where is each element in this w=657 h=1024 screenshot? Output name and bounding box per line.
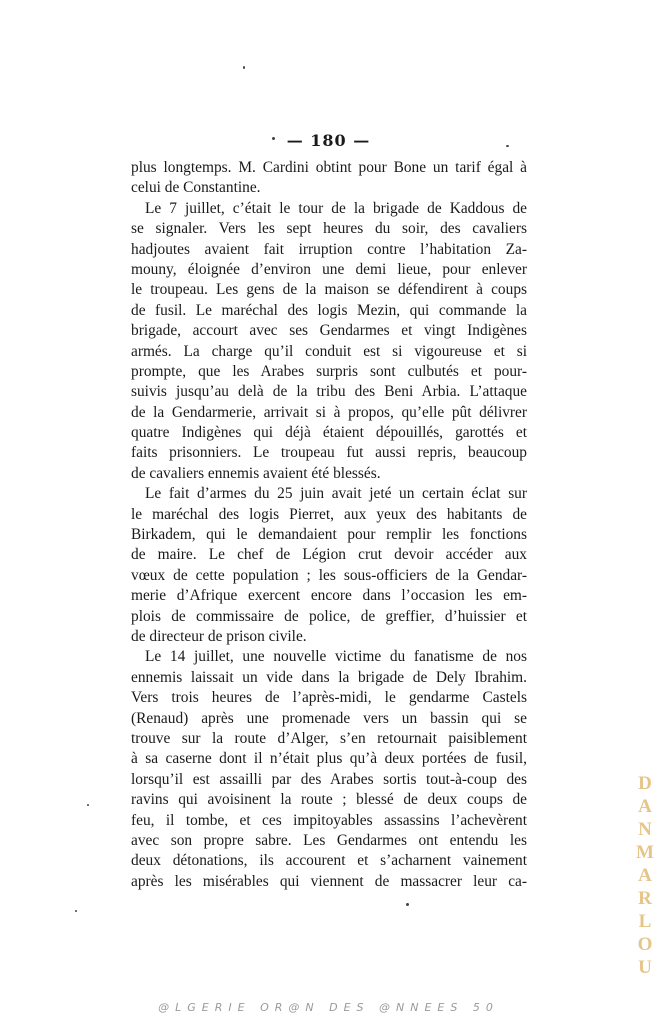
watermark-letter: A <box>638 796 652 817</box>
scan-speck <box>87 804 89 806</box>
text-line: prompte, que les Arabes surpris sont culbutés et pour- <box>131 362 527 380</box>
text-line: merie d’Afrique exercent encore dans l’occasion les em- <box>131 587 527 605</box>
text-line: armés. La charge qu’il conduit est si vigoureuse et si <box>131 342 527 360</box>
scan-speck <box>272 137 275 140</box>
text-line: plus longtemps. M. Cardini obtint pour Bone un tarif égal à <box>131 159 527 176</box>
text-line: Le fait d’armes du 25 juin avait jeté un certain éclat sur <box>145 485 527 503</box>
text-line: deux détonations, ils accourent et s’acharnent vainement <box>131 852 527 870</box>
text-line: faits prisonniers. Le troupeau fut aussi repris, beaucoup <box>131 444 527 462</box>
danmarlou-watermark <box>633 772 657 979</box>
body-text <box>131 158 527 892</box>
scan-speck <box>406 903 409 906</box>
text-line: de fusil. Le maréchal des logis Mezin, qui commande la <box>131 301 527 319</box>
text-line: hadjoutes avaient fait irruption contre l’habitation Za- <box>131 240 527 258</box>
text-line: avec son propre sabre. Les Gendarmes ont entendu les <box>131 831 527 849</box>
watermark-letter: O <box>637 934 653 955</box>
page-number: — 180 — <box>286 131 371 150</box>
text-line: de la Gendarmerie, arrivait si à propos, qu’elle pût délivrer <box>131 403 527 421</box>
text-line: ennemis laissait un vide dans la brigade de Dely Ibrahim. <box>131 668 527 686</box>
text-line: suivis jusqu’au delà de la tribu des Beni Arbia. L’attaque <box>131 383 527 401</box>
text-line: vœux de cette population ; les sous-officiers de la Gendar- <box>131 566 527 584</box>
scan-speck <box>243 66 245 69</box>
text-line: se signaler. Vers les sept heures du soir, des cavaliers <box>131 220 527 238</box>
watermark-letter: A <box>638 865 652 886</box>
text-line: Vers trois heures de l’après-midi, le gendarme Castels <box>131 689 527 707</box>
watermark-letter: L <box>638 911 652 932</box>
watermark-letter: N <box>638 819 652 840</box>
text-line: celui de Constantine. <box>131 179 261 197</box>
text-line: Le 14 juillet, une nouvelle victime du fanatisme de nos <box>145 648 527 666</box>
text-line: brigade, accourt avec ses Gendarmes et vingt Indigènes <box>131 322 527 340</box>
watermark-letter: R <box>638 888 652 909</box>
watermark-letter: D <box>638 773 652 794</box>
text-line: de cavaliers ennemis avaient été blessés. <box>131 464 381 482</box>
text-line: de directeur de prison civile. <box>131 627 307 645</box>
text-line: le troupeau. Les gens de la maison se défendirent à coups <box>131 281 527 299</box>
watermark-letter: U <box>638 957 652 978</box>
text-line: quatre Indigènes qui déjà étaient dépouillés, garottés et <box>131 424 527 442</box>
text-line: Le 7 juillet, c’était le tour de la brigade de Kaddous de <box>145 199 527 217</box>
text-line: (Renaud) après une promenade vers un bassin qui se <box>131 709 527 727</box>
text-line: ravins qui avoisinent la route ; blessé de deux coups de <box>131 791 527 809</box>
scan-speck <box>506 145 509 147</box>
text-line: plois de commissaire de police, de greffier, d’huissier et <box>131 607 527 625</box>
text-line: feu, il tombe, et ces impitoyables assassins l’achevèrent <box>131 811 527 829</box>
text-line: mouny, éloignée d’environ une demi lieue, pour enlever <box>131 260 527 278</box>
scan-speck <box>75 910 77 912</box>
text-line: le maréchal des logis Pierret, aux yeux des habitants de <box>131 505 527 523</box>
watermark-letter: M <box>636 842 654 863</box>
footer-caption: @LGERIE OR@N DES @NNEES 50 <box>158 1001 499 1014</box>
text-line: lorsqu’il est assailli par des Arabes sortis tout-à-coup des <box>131 770 527 788</box>
text-line: Birkadem, qui le demandaient pour remplir les fonctions <box>131 526 527 544</box>
text-line: après les misérables qui viennent de massacrer leur ca- <box>131 872 527 890</box>
text-line: à sa caserne dont il n’était plus qu’à deux portées de fusil, <box>131 750 527 768</box>
text-line: de maire. Le chef de Légion crut devoir accéder aux <box>131 546 527 564</box>
text-line: trouve sur la route d’Alger, s’en retournait paisiblement <box>131 729 527 747</box>
